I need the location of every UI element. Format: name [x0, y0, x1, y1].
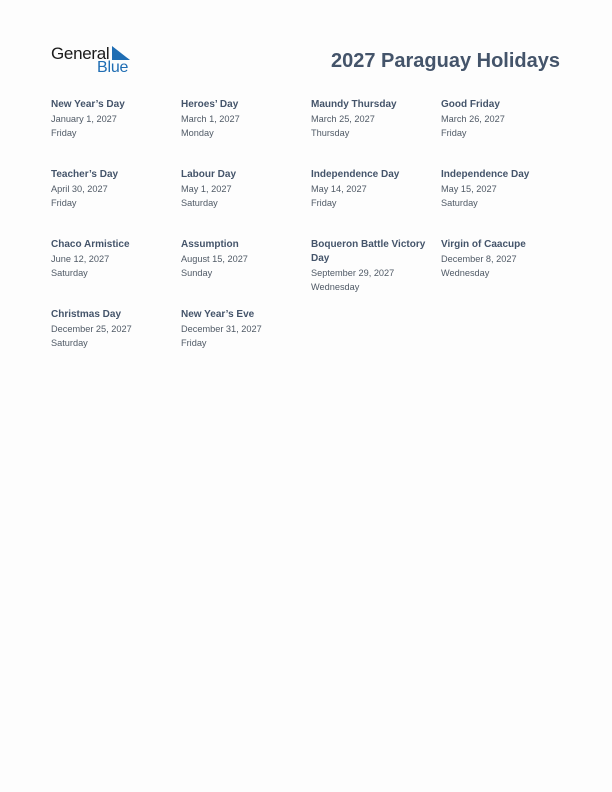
- holiday-weekday: Friday: [441, 128, 467, 138]
- holiday-name: New Year’s Day: [51, 99, 125, 110]
- holiday-item: [51, 238, 175, 280]
- holiday-date: May 14, 2027: [311, 184, 367, 194]
- holiday-name: Independence Day: [441, 169, 530, 180]
- holiday-weekday: Thursday: [311, 128, 350, 138]
- holiday-item: [441, 98, 565, 140]
- holiday-item: [181, 98, 305, 140]
- holiday-item: [441, 238, 565, 280]
- holiday-weekday: Friday: [181, 338, 207, 348]
- holiday-weekday: Friday: [51, 198, 77, 208]
- logo-text-general: General: [51, 44, 110, 63]
- holiday-date: April 30, 2027: [51, 184, 108, 194]
- holiday-date: December 25, 2027: [51, 324, 132, 334]
- holiday-name: Boqueron Battle Victory Day: [311, 239, 426, 264]
- holiday-item: [311, 98, 435, 140]
- holiday-weekday: Friday: [51, 128, 77, 138]
- logo-triangle-icon: [112, 46, 130, 60]
- holiday-date: August 15, 2027: [181, 254, 248, 264]
- general-blue-logo: [51, 44, 135, 78]
- holiday-date: December 8, 2027: [441, 254, 517, 264]
- holiday-weekday: Friday: [311, 198, 337, 208]
- holiday-name: Assumption: [181, 239, 239, 250]
- holiday-name: Teacher’s Day: [51, 169, 119, 180]
- holiday-name: Good Friday: [441, 99, 500, 110]
- holiday-item: [51, 168, 175, 210]
- holiday-name: Christmas Day: [51, 309, 122, 320]
- holiday-weekday: Wednesday: [311, 282, 360, 292]
- holiday-item: [441, 168, 565, 210]
- holiday-date: March 1, 2027: [181, 114, 240, 124]
- holiday-weekday: Saturday: [441, 198, 478, 208]
- holiday-date: September 29, 2027: [311, 268, 395, 278]
- holiday-date: December 31, 2027: [181, 324, 262, 334]
- holiday-name: Labour Day: [181, 169, 237, 180]
- holiday-name: Chaco Armistice: [51, 239, 130, 250]
- holiday-item: [181, 238, 305, 280]
- holiday-item: [51, 308, 175, 350]
- holiday-item: [181, 308, 305, 350]
- holiday-weekday: Wednesday: [441, 268, 490, 278]
- holiday-date: January 1, 2027: [51, 114, 117, 124]
- holiday-date: March 25, 2027: [311, 114, 375, 124]
- holiday-item: [51, 98, 175, 140]
- logo-text-blue: Blue: [97, 59, 129, 76]
- holiday-item: [311, 238, 435, 294]
- holiday-name: Independence Day: [311, 169, 400, 180]
- holiday-name: New Year’s Eve: [181, 309, 255, 320]
- holiday-name: Maundy Thursday: [311, 99, 397, 110]
- holiday-name: Virgin of Caacupe: [441, 239, 526, 250]
- holiday-weekday: Saturday: [51, 338, 88, 348]
- holiday-weekday: Sunday: [181, 268, 213, 278]
- holiday-date: June 12, 2027: [51, 254, 110, 264]
- holiday-item: [311, 168, 435, 210]
- holiday-weekday: Saturday: [51, 268, 88, 278]
- holiday-weekday: Monday: [181, 128, 214, 138]
- holiday-date: May 1, 2027: [181, 184, 232, 194]
- holiday-weekday: Saturday: [181, 198, 218, 208]
- page-title: 2027 Paraguay Holidays: [330, 50, 560, 72]
- holiday-item: [181, 168, 305, 210]
- holiday-date: May 15, 2027: [441, 184, 497, 194]
- holiday-date: March 26, 2027: [441, 114, 505, 124]
- holiday-name: Heroes’ Day: [181, 99, 239, 110]
